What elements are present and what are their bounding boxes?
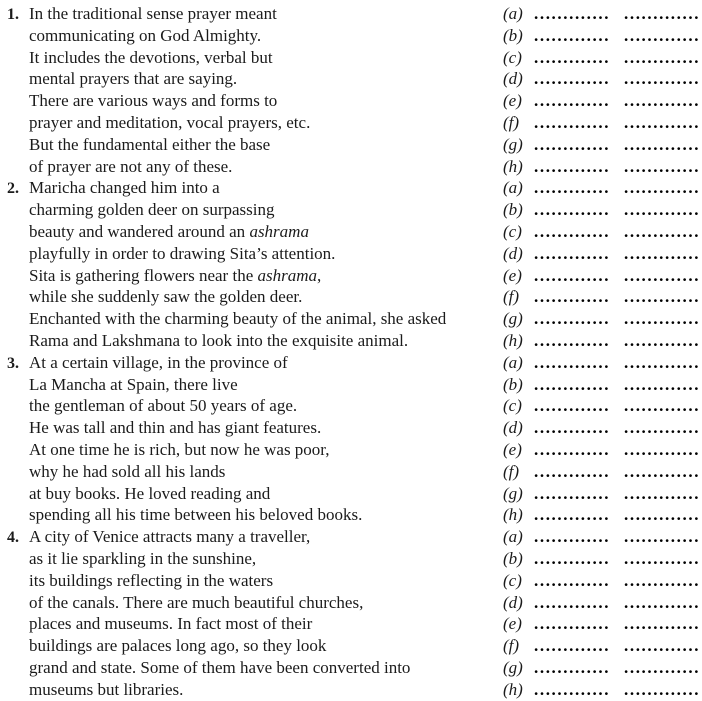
answer-blank-second[interactable]: ............. [624, 527, 701, 547]
passage-line [29, 439, 503, 461]
answer-blank-second[interactable]: ............. [624, 570, 701, 590]
passage-line [29, 68, 503, 90]
answer-blank-first[interactable]: ............. [534, 527, 611, 547]
answer-blank-first[interactable]: ............. [534, 134, 611, 154]
worksheet-row [0, 90, 702, 112]
answer-blank-first[interactable]: ............. [534, 112, 611, 132]
answer-blank-second[interactable]: ............. [624, 483, 701, 503]
passage-line [29, 330, 503, 352]
passage-text: , [317, 265, 322, 285]
answer-letter: (c) [503, 47, 522, 67]
answer-letter: (e) [503, 614, 522, 634]
answer-blank-second[interactable]: ............. [624, 47, 701, 67]
answer-blank-first[interactable]: ............. [534, 309, 611, 329]
worksheet-row [0, 243, 702, 265]
passage-line [29, 3, 503, 25]
passage-line [29, 286, 503, 308]
passage-text: as it lie sparkling in the sunshine, [29, 548, 257, 568]
answer-blank-second[interactable]: ............. [624, 439, 701, 459]
worksheet-row [0, 221, 702, 243]
answer-blank-second[interactable]: ............. [624, 505, 701, 525]
passage-line [29, 47, 503, 69]
item-number: 3. [7, 354, 19, 372]
answer-letter: (f) [503, 636, 520, 656]
answer-blank-second[interactable]: ............. [624, 4, 701, 23]
worksheet-row [0, 461, 702, 483]
passage-text: mental prayers that are saying. [29, 69, 238, 89]
answer-blank-second[interactable]: ............. [624, 178, 701, 198]
worksheet-row [0, 330, 702, 352]
answer-blank-first[interactable]: ............. [534, 178, 611, 198]
answer-blank-first[interactable]: ............. [534, 91, 611, 111]
answer-blank-first[interactable]: ............. [534, 374, 611, 394]
worksheet-row [0, 156, 702, 178]
answer-blank-second[interactable]: ............. [624, 548, 701, 568]
worksheet-row [0, 352, 702, 374]
item-number: 2. [7, 180, 19, 198]
answer-letter: (d) [503, 69, 523, 89]
worksheet-row [0, 504, 702, 526]
passage-text: grand and state. Some of them have been converted into [29, 657, 411, 677]
passage-line [29, 199, 503, 221]
answer-blank-first[interactable]: ............. [534, 243, 611, 263]
worksheet-row [0, 25, 702, 47]
worksheet-row [0, 199, 702, 221]
answer-letter: (b) [503, 548, 523, 568]
answer-blank-first[interactable]: ............. [534, 679, 611, 699]
answer-blank-first[interactable]: ............. [534, 461, 611, 481]
worksheet-row [0, 526, 702, 548]
worksheet-row [0, 265, 702, 287]
answer-letter: (c) [503, 221, 522, 241]
answer-blank-second[interactable]: ............. [624, 396, 701, 416]
passage-line [29, 483, 503, 505]
answer-blank-second[interactable]: ............. [624, 330, 701, 350]
answer-blank-second[interactable]: ............. [624, 309, 701, 329]
answer-letter: (c) [503, 396, 522, 416]
answer-letter: (e) [503, 91, 522, 111]
answer-letter: (d) [503, 592, 523, 612]
answer-letter: (g) [503, 134, 523, 154]
worksheet-row [0, 134, 702, 156]
answer-blank-first[interactable]: ............. [534, 505, 611, 525]
answer-blank-first[interactable]: ............. [534, 657, 611, 677]
passage-line [29, 177, 503, 199]
passage-line [29, 134, 503, 156]
answer-letter: (h) [503, 156, 523, 176]
answer-blank-first[interactable]: ............. [534, 352, 611, 372]
worksheet-row [0, 657, 702, 679]
passage-text: Enchanted with the charming beauty of the animal, she asked [29, 309, 447, 329]
passage-text: charming golden deer on surpassing [29, 200, 275, 220]
answer-blank-first[interactable]: ............. [534, 330, 611, 350]
answer-blank-second[interactable]: ............. [624, 265, 701, 285]
worksheet-row [0, 417, 702, 439]
passage-line [29, 352, 503, 374]
worksheet-row [0, 286, 702, 308]
passage-text: At one time he is rich, but now he was poor, [29, 439, 330, 459]
passage-text: Maricha changed him into a [29, 178, 220, 198]
worksheet-row [0, 679, 702, 701]
worksheet-row [0, 47, 702, 69]
answer-blank-second[interactable]: ............. [624, 374, 701, 394]
passage-line [29, 308, 503, 330]
answer-blank-first[interactable]: ............. [534, 25, 611, 45]
passage-line [29, 570, 503, 592]
answer-letter: (a) [503, 4, 523, 23]
passage-line [29, 395, 503, 417]
answer-blank-first[interactable]: ............. [534, 614, 611, 634]
worksheet-row [0, 439, 702, 461]
answer-letter: (g) [503, 657, 523, 677]
passage-line [29, 417, 503, 439]
answer-blank-first[interactable]: ............. [534, 418, 611, 438]
answer-blank-second[interactable]: ............. [624, 112, 701, 132]
passage-text: Rama and Lakshmana to look into the exquisite animal. [29, 330, 409, 350]
answer-letter: (g) [503, 483, 523, 503]
passage-text: At a certain village, in the province of [29, 352, 288, 372]
answer-letter: (b) [503, 200, 523, 220]
passage-text-italic: ashrama [249, 221, 309, 241]
answer-letter: (f) [503, 112, 520, 132]
passage-text: its buildings reflecting in the waters [29, 570, 274, 590]
answer-letter: (f) [503, 287, 520, 307]
answer-letter: (e) [503, 439, 522, 459]
passage-text: at buy books. He loved reading and [29, 483, 271, 503]
answer-blank-first[interactable]: ............. [534, 69, 611, 89]
passage-text: of prayer are not any of these. [29, 156, 233, 176]
answer-blank-second[interactable]: ............. [624, 200, 701, 220]
answer-blank-second[interactable]: ............. [624, 221, 701, 241]
worksheet-rows [0, 3, 702, 701]
worksheet-row [0, 548, 702, 570]
passage-line [29, 156, 503, 178]
answer-letter: (d) [503, 243, 523, 263]
answer-blank-first[interactable]: ............. [534, 47, 611, 67]
passage-line [29, 112, 503, 134]
passage-line [29, 243, 503, 265]
worksheet-row [0, 112, 702, 134]
answer-blank-second[interactable]: ............. [624, 657, 701, 677]
answer-blank-second[interactable]: ............. [624, 134, 701, 154]
passage-text: In the traditional sense prayer meant [29, 4, 277, 23]
passage-text: spending all his time between his beloved books. [29, 505, 363, 525]
worksheet-row [0, 570, 702, 592]
passage-text: beauty and wandered around an [29, 221, 250, 241]
passage-text: La Mancha at Spain, there live [29, 374, 238, 394]
answer-letter: (a) [503, 352, 523, 372]
passage-text: A city of Venice attracts many a traveller, [29, 527, 311, 547]
passage-line [29, 265, 503, 287]
worksheet-row [0, 592, 702, 614]
answer-blank-first[interactable]: ............. [534, 156, 611, 176]
answer-letter: (c) [503, 570, 522, 590]
passage-line [29, 221, 503, 243]
answer-letter: (d) [503, 418, 523, 438]
passage-text: the gentleman of about 50 years of age. [29, 396, 298, 416]
answer-blank-second[interactable]: ............. [624, 69, 701, 89]
passage-line [29, 90, 503, 112]
worksheet-row [0, 308, 702, 330]
answer-blank-second[interactable]: ............. [624, 352, 701, 372]
passage-text: places and museums. In fact most of their [29, 614, 313, 634]
answer-blank-second[interactable]: ............. [624, 156, 701, 176]
answer-blank-first[interactable]: ............. [534, 548, 611, 568]
passage-line [29, 548, 503, 570]
passage-text: why he had sold all his lands [29, 461, 226, 481]
worksheet-row [0, 3, 702, 25]
worksheet-row [0, 483, 702, 505]
passage-text: It includes the devotions, verbal but [29, 47, 273, 67]
passage-line [29, 613, 503, 635]
passage-line [29, 657, 503, 679]
item-number: 4. [7, 529, 19, 547]
passage-text: prayer and meditation, vocal prayers, etc. [29, 112, 311, 132]
answer-blank-second[interactable]: ............. [624, 614, 701, 634]
answer-blank-second[interactable]: ............. [624, 679, 701, 699]
worksheet-row [0, 613, 702, 635]
worksheet-row [0, 374, 702, 396]
passage-line [29, 526, 503, 548]
passage-line [29, 461, 503, 483]
worksheet-row [0, 177, 702, 199]
answer-letter: (h) [503, 679, 523, 699]
passage-line [29, 504, 503, 526]
passage-text: But the fundamental either the base [29, 134, 271, 154]
answer-blank-first[interactable]: ............. [534, 483, 611, 503]
worksheet-row [0, 635, 702, 657]
passage-text: Sita is gathering flowers near the [29, 265, 258, 285]
passage-text: playfully in order to drawing Sita’s attention. [29, 243, 336, 263]
answer-blank-first[interactable]: ............. [534, 570, 611, 590]
answer-blank-first[interactable]: ............. [534, 221, 611, 241]
answer-blank-second[interactable]: ............. [624, 25, 701, 45]
answer-letter: (f) [503, 461, 520, 481]
answer-letter: (e) [503, 265, 522, 285]
answer-blank-first[interactable]: ............. [534, 287, 611, 307]
answer-letter: (b) [503, 374, 523, 394]
answer-letter: (a) [503, 527, 523, 547]
passage-text-italic: ashrama [257, 265, 318, 285]
passage-text: buildings are palaces long ago, so they look [29, 636, 327, 656]
passage-text: while she suddenly saw the golden deer. [29, 287, 303, 307]
worksheet-row [0, 68, 702, 90]
answer-blank-first[interactable]: ............. [534, 439, 611, 459]
answer-blank-second[interactable]: ............. [624, 592, 701, 612]
answer-letter: (g) [503, 309, 523, 329]
passage-text: He was tall and thin and has giant features. [29, 418, 322, 438]
answer-blank-first[interactable]: ............. [534, 265, 611, 285]
answer-blank-first[interactable]: ............. [534, 592, 611, 612]
passage-line [29, 592, 503, 614]
answer-blank-second[interactable]: ............. [624, 636, 701, 656]
answer-blank-second[interactable]: ............. [624, 243, 701, 263]
answer-blank-second[interactable]: ............. [624, 418, 701, 438]
passage-line [29, 635, 503, 657]
worksheet-row [0, 395, 702, 417]
answer-letter: (h) [503, 330, 523, 350]
passage-line [29, 679, 503, 701]
answer-blank-first[interactable]: ............. [534, 4, 611, 23]
answer-blank-first[interactable]: ............. [534, 636, 611, 656]
answer-letter: (h) [503, 505, 523, 525]
answer-blank-second[interactable]: ............. [624, 461, 701, 481]
passage-text: museums but libraries. [29, 679, 184, 699]
passage-text: of the canals. There are much beautiful churches, [29, 592, 364, 612]
passage-text: communicating on God Almighty. [29, 25, 262, 45]
answer-blank-first[interactable]: ............. [534, 396, 611, 416]
answer-letter: (a) [503, 178, 523, 198]
answer-blank-second[interactable]: ............. [624, 287, 701, 307]
answer-letter: (b) [503, 25, 523, 45]
passage-line [29, 25, 503, 47]
passage-text: There are various ways and forms to [29, 91, 278, 111]
item-number: 1. [7, 6, 19, 23]
answer-blank-first[interactable]: ............. [534, 200, 611, 220]
passage-line [29, 374, 503, 396]
answer-blank-second[interactable]: ............. [624, 91, 701, 111]
